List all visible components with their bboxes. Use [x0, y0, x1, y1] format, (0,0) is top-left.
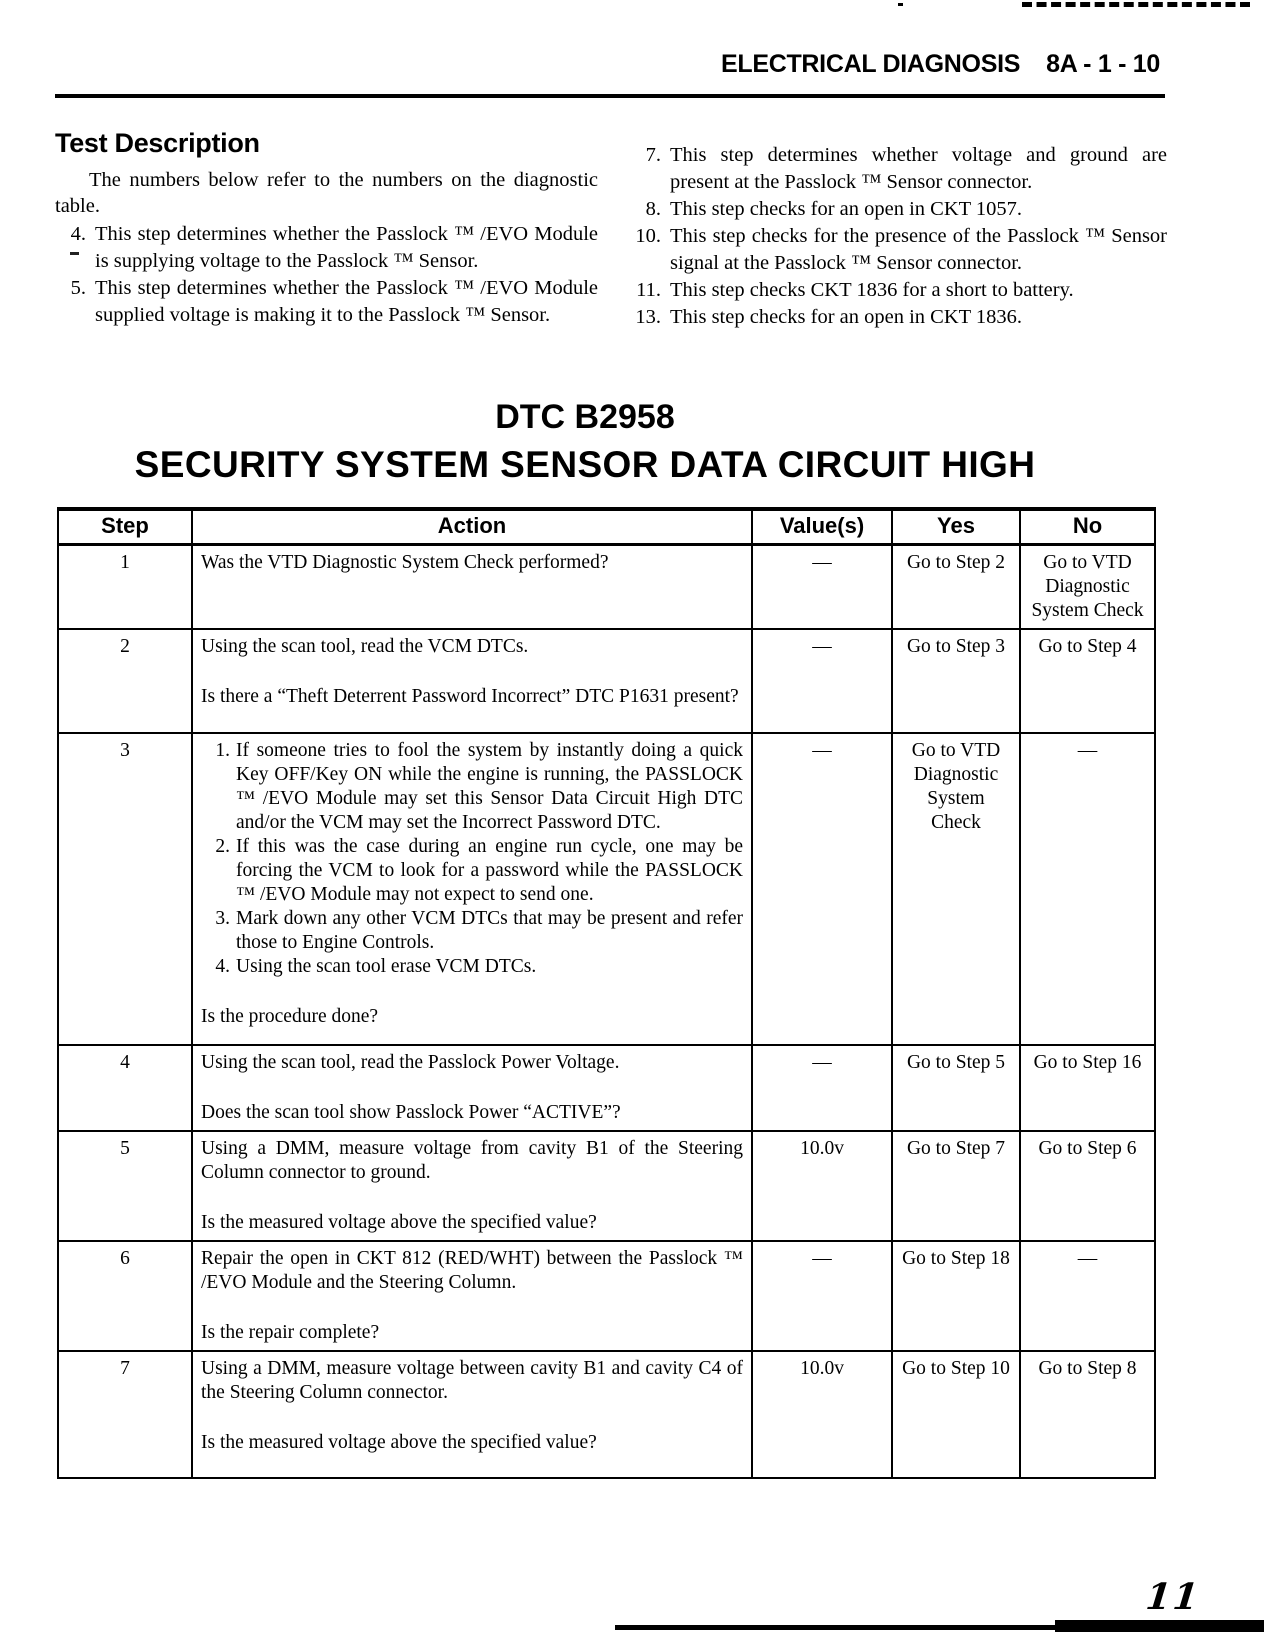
no-cell: — [1020, 1241, 1155, 1351]
column-header-yes: Yes [892, 509, 1020, 545]
description-item-text: This step determines whether the Passlock ™ /EVO Module supplied voltage is making it to the Passlock ™ Sensor. [95, 277, 598, 326]
table-row [58, 733, 1155, 1045]
test-description-right-column [630, 128, 1167, 396]
description-item-text: This step determines whether the Passlock ™ /EVO Module is supplying voltage to the Passlock ™ Sensor. [95, 223, 598, 272]
handwritten-page-number: 11 [1143, 1576, 1203, 1618]
diagnostic-table-header [58, 509, 1155, 545]
column-header-values: Value(s) [752, 509, 892, 545]
running-header-title: ELECTRICAL DIAGNOSIS [720, 50, 1021, 78]
description-list-item [55, 275, 598, 329]
column-header-step: Step [58, 509, 192, 545]
test-description-right-list [630, 142, 1167, 331]
action-paragraph: Repair the open in CKT 812 (RED/WHT) between the Passlock ™ /EVO Module and the Steering Column. [201, 1248, 743, 1293]
action-item-text: Mark down any other VCM DTCs that may be present and refer those to Engine Controls. [236, 908, 743, 953]
action-paragraph: Using a DMM, measure voltage between cavity B1 and cavity C4 of the Steering Column connector. [201, 1358, 743, 1403]
test-description-heading: Test Description [55, 128, 260, 158]
step-cell: 4 [58, 1045, 192, 1131]
dtc-title-block [0, 398, 1170, 486]
test-description-section [55, 128, 1167, 396]
description-item-text: This step checks for an open in CKT 1836. [670, 306, 1023, 328]
action-item-text: Using the scan tool erase VCM DTCs. [236, 956, 537, 977]
action-paragraph: Is the measured voltage above the specified value? [201, 1432, 597, 1453]
value-cell: 10.0v [752, 1351, 892, 1478]
no-cell: Go to Step 6 [1020, 1131, 1155, 1241]
action-item-number: 4. [215, 956, 230, 977]
description-item-number: 4. [70, 223, 86, 245]
yes-cell: Go to Step 10 [892, 1351, 1020, 1478]
yes-cell: Go to Step 2 [892, 545, 1020, 630]
action-paragraph [201, 739, 743, 835]
table-row [58, 1241, 1155, 1351]
yes-cell: Go to Step 3 [892, 629, 1020, 733]
diagnostic-table [57, 507, 1156, 1479]
scan-artifact-bottom-line-thick [1055, 1620, 1264, 1632]
scan-artifact-speck [898, 3, 903, 6]
description-item-text: This step determines whether voltage and ground are present at the Passlock ™ Sensor connector. [670, 144, 1167, 193]
action-cell [192, 1351, 752, 1478]
description-list-item [630, 196, 1167, 223]
description-item-number: 7. [645, 144, 661, 166]
value-cell: — [752, 1045, 892, 1131]
value-cell: — [752, 733, 892, 1045]
yes-cell: Go to VTD Diagnostic System Check [892, 733, 1020, 1045]
description-item-number: 13. [635, 306, 661, 328]
value-cell: 10.0v [752, 1131, 892, 1241]
action-paragraph: Is the measured voltage above the specified value? [201, 1212, 597, 1233]
action-paragraph [201, 907, 743, 955]
step-cell: 5 [58, 1131, 192, 1241]
description-list-item [55, 221, 598, 275]
dtc-name-title: SECURITY SYSTEM SENSOR DATA CIRCUIT HIGH [134, 444, 1036, 485]
step-cell: 7 [58, 1351, 192, 1478]
running-header [55, 50, 1160, 79]
yes-cell: Go to Step 5 [892, 1045, 1020, 1131]
action-item-number: 1. [215, 740, 230, 761]
action-item-number: 3. [215, 908, 230, 929]
action-paragraph [201, 835, 743, 907]
no-cell: Go to VTD Diagnostic System Check [1020, 545, 1155, 630]
description-item-number: 8. [645, 198, 661, 220]
action-paragraph: Is the repair complete? [201, 1322, 380, 1343]
action-cell [192, 545, 752, 630]
action-paragraph: Using the scan tool, read the Passlock Power Voltage. [201, 1052, 620, 1073]
column-header-action: Action [192, 509, 752, 545]
action-paragraph: Using a DMM, measure voltage from cavity B1 of the Steering Column connector to ground. [201, 1138, 743, 1183]
description-list-item [630, 142, 1167, 196]
table-row [58, 629, 1155, 733]
no-cell: Go to Step 8 [1020, 1351, 1155, 1478]
diagnostic-table-body [58, 545, 1155, 1479]
action-paragraph: Is the procedure done? [201, 1006, 379, 1027]
no-cell: Go to Step 4 [1020, 629, 1155, 733]
action-cell [192, 1045, 752, 1131]
step-cell: 3 [58, 733, 192, 1045]
description-item-number: 5. [70, 277, 86, 299]
description-item-text: This step checks CKT 1836 for a short to battery. [670, 279, 1074, 301]
description-item-text: This step checks for the presence of the Passlock ™ Sensor signal at the Passlock ™ Sensor connector. [670, 225, 1167, 274]
column-header-no: No [1020, 509, 1155, 545]
yes-cell: Go to Step 7 [892, 1131, 1020, 1241]
action-paragraph [201, 955, 743, 979]
action-cell [192, 1131, 752, 1241]
no-cell: Go to Step 16 [1020, 1045, 1155, 1131]
description-item-number: 10. [635, 225, 661, 247]
scan-artifact-top-dashed-line [1022, 2, 1250, 7]
table-row [58, 1131, 1155, 1241]
action-cell [192, 629, 752, 733]
value-cell: — [752, 629, 892, 733]
test-description-left-list [55, 221, 598, 329]
action-cell [192, 1241, 752, 1351]
description-list-item [630, 277, 1167, 304]
table-row [58, 545, 1155, 630]
action-paragraph: Was the VTD Diagnostic System Check performed? [201, 552, 609, 573]
no-cell: — [1020, 733, 1155, 1045]
table-row [58, 1351, 1155, 1478]
description-item-text: This step checks for an open in CKT 1057. [670, 198, 1023, 220]
running-header-page-number: 8A - 1 - 10 [1046, 50, 1160, 78]
step-cell: 1 [58, 545, 192, 630]
description-list-item [630, 304, 1167, 331]
action-paragraph: Does the scan tool show Passlock Power “ACTIVE”? [201, 1102, 621, 1123]
test-description-left-column [55, 128, 598, 396]
step-cell: 2 [58, 629, 192, 733]
description-list-item [630, 223, 1167, 277]
description-item-number: 11. [636, 279, 661, 301]
value-cell: — [752, 545, 892, 630]
action-item-text: If this was the case during an engine run cycle, one may be forcing the VCM to look for a password while the PASSLOCK ™ /EVO Module may not expect to send one. [236, 836, 743, 905]
action-paragraph: Is there a “Theft Deterrent Password Incorrect” DTC P1631 present? [201, 686, 739, 707]
test-description-intro: The numbers below refer to the numbers on the diagnostic table. [55, 169, 598, 217]
header-rule [55, 94, 1165, 98]
yes-cell: Go to Step 18 [892, 1241, 1020, 1351]
table-row [58, 1045, 1155, 1131]
action-paragraph: Using the scan tool, read the VCM DTCs. [201, 636, 529, 657]
action-item-text: If someone tries to fool the system by instantly doing a quick Key OFF/Key ON while the engine is running, the PASSLOCK ™ /EVO Module may set this Sensor Data Circuit High DTC and/or the VCM may set the Incorrect Password DTC. [236, 740, 743, 833]
action-item-number: 2. [215, 836, 230, 857]
action-cell [192, 733, 752, 1045]
step-cell: 6 [58, 1241, 192, 1351]
dtc-code-title: DTC B2958 [495, 398, 675, 436]
value-cell: — [752, 1241, 892, 1351]
